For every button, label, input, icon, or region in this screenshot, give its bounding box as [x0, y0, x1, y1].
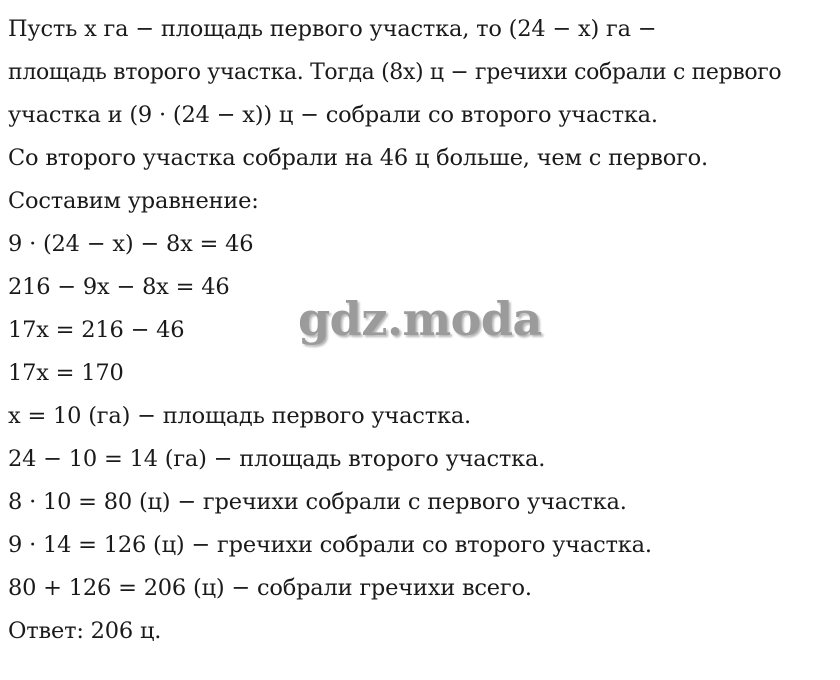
equation-line: 216 − 9x − 8x = 46	[8, 274, 230, 300]
equation-line: 17x = 216 − 46	[8, 317, 185, 343]
answer-line: Ответ: 206 ц.	[8, 618, 162, 644]
text-line: площадь второго участка. Тогда (8x) ц − гречихи собрали с первого	[8, 60, 782, 85]
text-line: 8 · 10 = 80 (ц) − гречихи собрали с первого участка.	[8, 489, 627, 515]
text-line: 24 − 10 = 14 (га) − площадь второго участка.	[8, 446, 546, 472]
text-line: Со второго участка собрали на 46 ц больше, чем с первого.	[8, 145, 708, 171]
text-line: x = 10 (га) − площадь первого участка.	[8, 403, 471, 429]
text-line: Составим уравнение:	[8, 188, 259, 214]
watermark-logo: gdz.moda	[298, 292, 542, 346]
text-line: 9 · 14 = 126 (ц) − гречихи собрали со второго участка.	[8, 532, 652, 558]
equation-line: 9 · (24 − x) − 8x = 46	[8, 231, 254, 257]
solution-text	[8, 8, 834, 653]
text-line: участка и (9 · (24 − x)) ц − собрали со второго участка.	[8, 102, 658, 128]
equation-line: 17x = 170	[8, 360, 124, 386]
text-line: Пусть x га − площадь первого участка, то (24 − x) га −	[8, 16, 657, 42]
text-line: 80 + 126 = 206 (ц) − собрали гречихи всего.	[8, 575, 532, 601]
